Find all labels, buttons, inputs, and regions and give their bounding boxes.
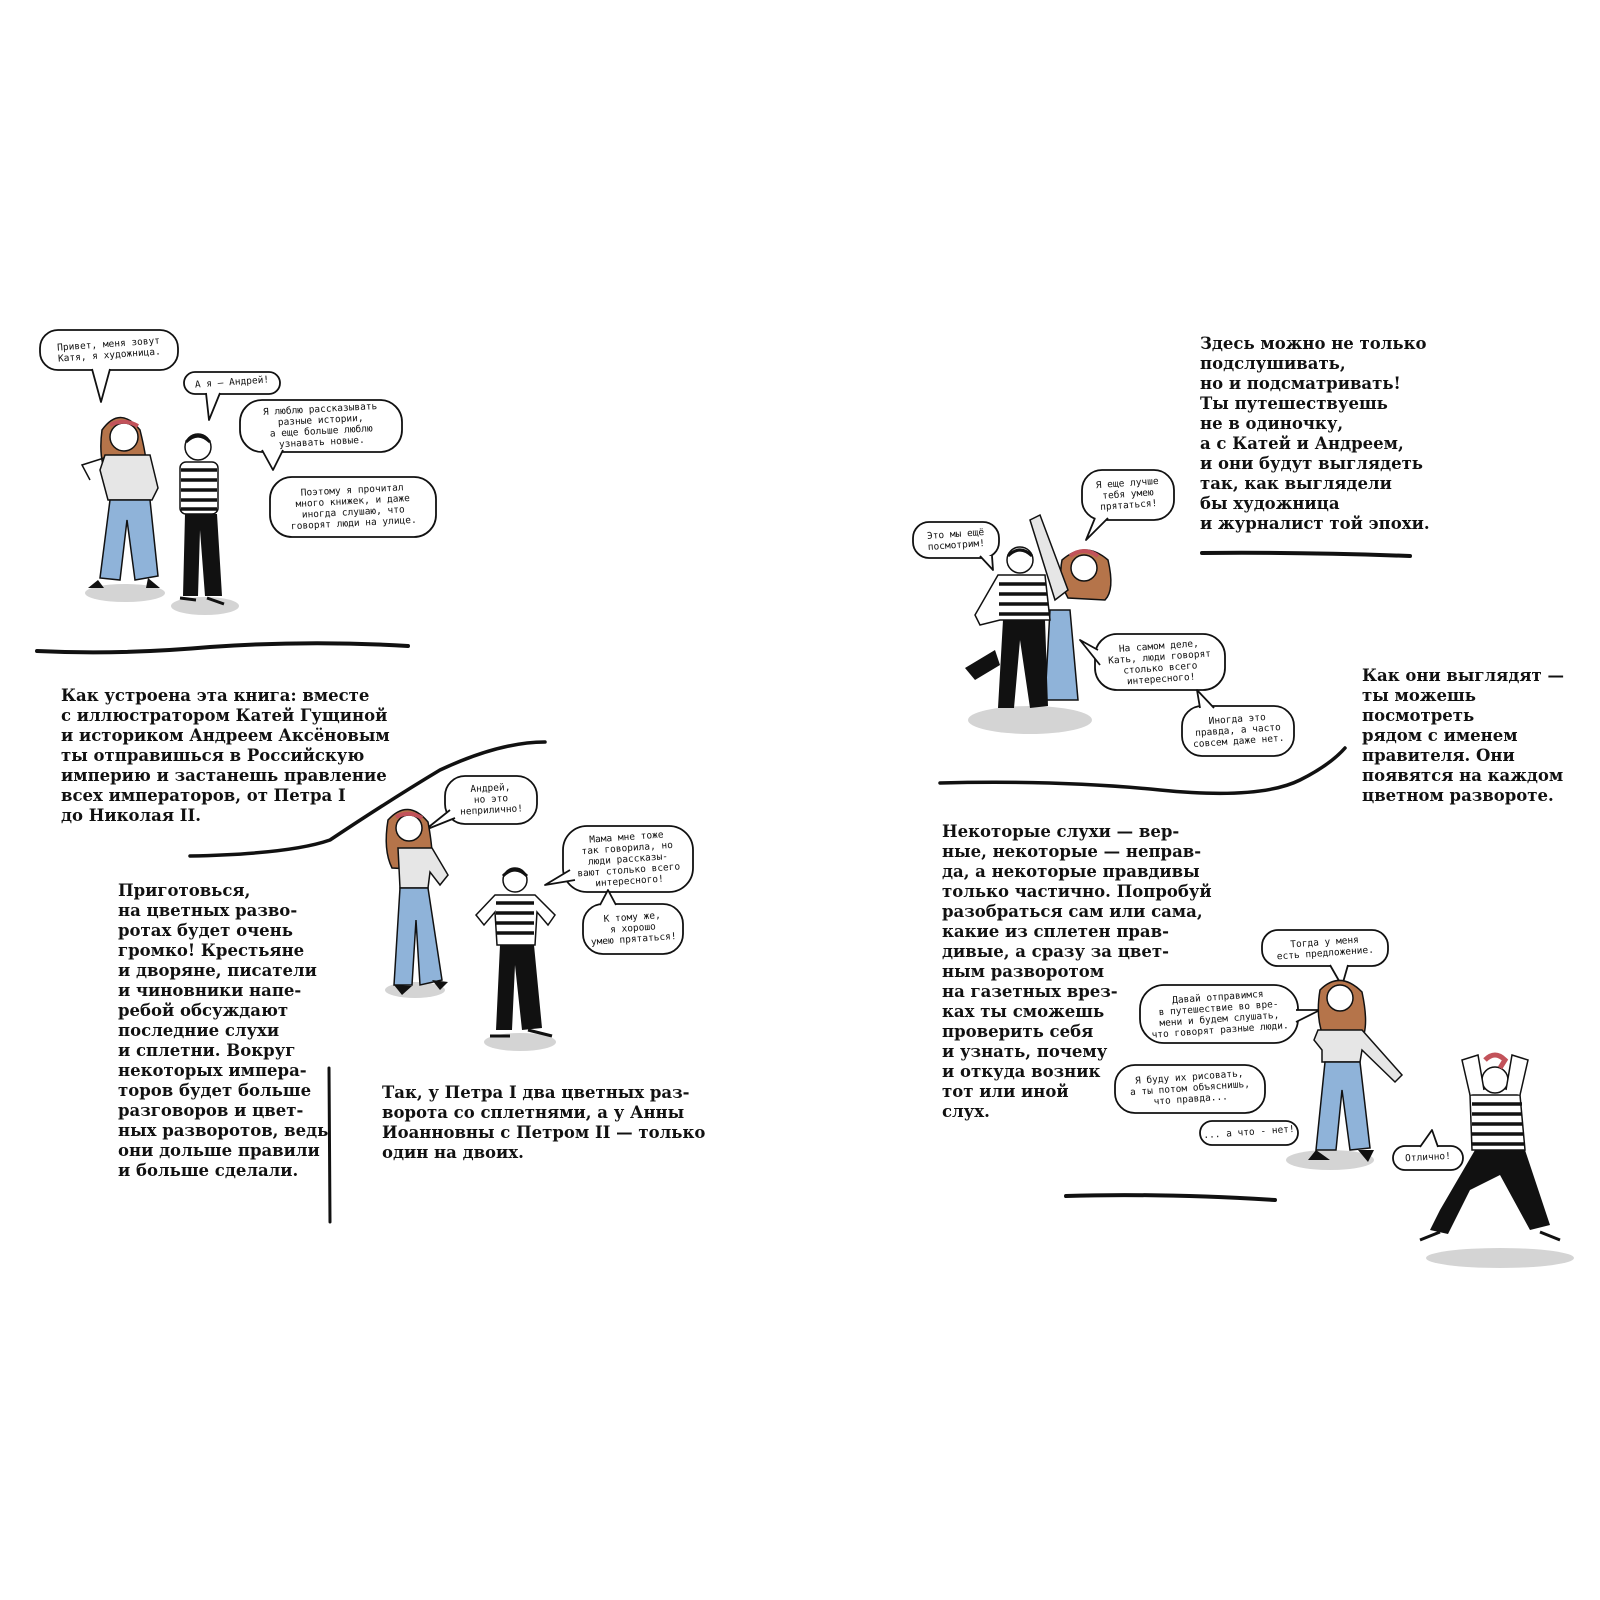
intro-paragraph: Как устроена эта книга: вместе с иллюстратором Катей Гущиной и историком Андреем Аксёновым ты отправишься в Российскую империю и застанешь правление всех императоров, от Петра I до Николая II. [61,686,390,825]
peter-paragraph: Так, у Петра I два цветных раз- ворота со сплетнями, а у Анны Иоанновны с Петром II — только один на двоих. [382,1083,706,1162]
rumors-paragraph: Некоторые слухи — вер- ные, некоторые — неправ- да, а некоторые правдивы только частично. Попробуй разобраться сам или сама, какие из сплетен прав- дивые, а сразу за цвет- ным разворотом на газетных врез- ках ты сможешь проверить себя и узнать, почему и откуда возник тот или иной слух. [942,822,1212,1121]
bubble-text-andrey-sometimes: Иногда это правда, а часто совсем даже нет. [1192,712,1285,751]
scene-shame-characters [385,809,556,1051]
brush-vertical-left [329,1068,330,1222]
look-paragraph: Как они выглядят — ты можешь посмотреть рядом с именем правителя. Они появятся на каждом цветном развороте. [1362,666,1565,805]
brush-divider-left-top [37,643,408,652]
bubble-text-andrey-mom: Мама мне тоже так говорила, но люди рассказы- вают столько всего интересного! [577,829,681,890]
bubble-text-andrey-hide: К тому же, я хорошо умею прятаться! [590,910,677,948]
brush-under-spy-text [1202,553,1410,556]
bubble-text-andrey-books: Поэтому я прочитал много книжек, и даже иногда слушаю, что говорят люди на улице. [290,482,417,533]
brush-wave-right-mid [940,748,1345,793]
bubble-text-katya-travel: Давай отправимся в путешествие во вре- мени и будем слушать, что говорят разные люди. [1151,988,1290,1041]
bubble-text-andrey-stories: Я люблю рассказывать разные истории, а еще больше люблю узнавать новые. [262,401,378,451]
bubble-text-katya-draw: Я буду их рисовать, а ты потом объяснишь, что правда... [1129,1068,1251,1108]
scene-travel-characters [1286,980,1574,1268]
bubble-text-andrey-intro: А я – Андрей! [194,374,270,391]
bubble-text-katya-offer: Тогда у меня есть предложение. [1276,934,1375,963]
spy-paragraph: Здесь можно не только подслушивать, но и подсматривать! Ты путешествуешь не в одиночку, а с Катей и Андреем, и они будут выглядеть так, как выглядели бы художница и журналист той эпохи. [1200,334,1430,533]
bubble-text-andrey-see: Это мы ещё посмотрим! [926,527,986,553]
bubble-text-andrey-great: Отлично! [1404,1150,1452,1165]
prepare-paragraph: Приготовься, на цветных разво- ротах будет очень громко! Крестьяне и дворяне, писатели и чиновники напе- ребой обсуждают последние слухи и сплетни. Вокруг некоторых импера- торов будет больше разговоров и цвет- ных разворотов, ведь они дольше правили и больше сделали. [118,881,329,1180]
scene-intro-characters [82,418,239,616]
bubble-text-katya-false: ... а что - нет! [1202,1123,1296,1142]
bubble-text-andrey-really: На самом деле, Кать, люди говорят столько всего интересного! [1107,638,1212,688]
brush-bottom-right [1066,1195,1275,1200]
bubble-text-katya-intro: Привет, меня зовут Катя, я художница. [56,335,162,365]
bubble-text-katya-hide: Я еще лучше тебя умею прятаться! [1095,475,1159,513]
bubble-text-katya-shame: Андрей, но это неприлично! [459,781,524,818]
